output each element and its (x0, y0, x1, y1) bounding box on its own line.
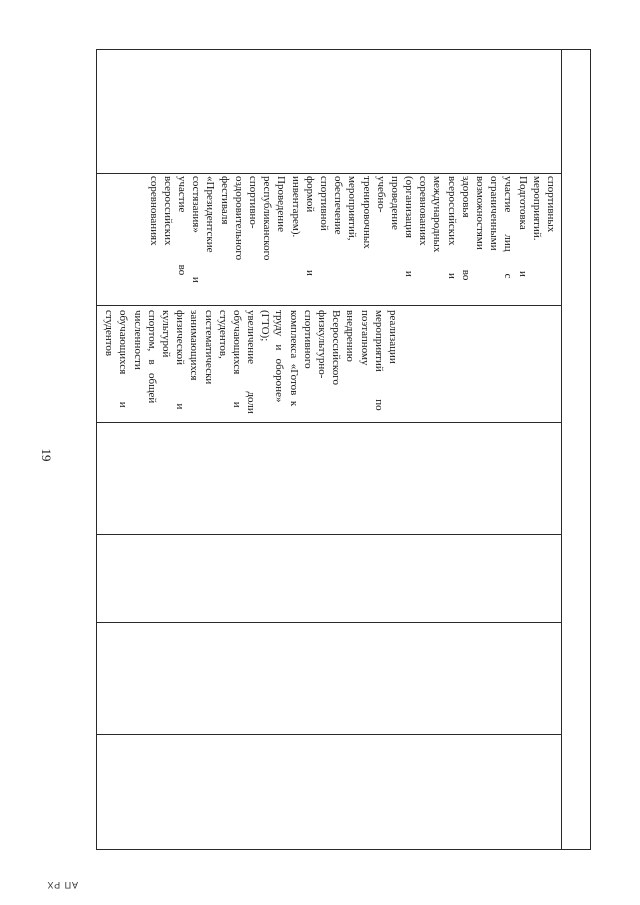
results-line: спортом, в общей (145, 310, 158, 404)
activities-line: инвентарем). (289, 176, 302, 238)
results-line: численности (131, 310, 144, 370)
results-line: реализации (387, 310, 399, 364)
results-line: студентов, (216, 310, 229, 359)
table-divider-col-2 (96, 622, 561, 623)
activities-line: возможностями (474, 176, 487, 250)
table-divider-col-1 (96, 734, 561, 735)
table-border-right (590, 49, 591, 850)
results-line: физкультурно- (316, 310, 329, 379)
activities-line: фестиваля (218, 176, 231, 225)
table-border-bottom (96, 849, 591, 850)
activities-line: обеспечение (332, 176, 345, 235)
activities-line: здоровья во (459, 176, 472, 281)
activities-line: международных (431, 176, 444, 253)
activities-line: проведение (388, 176, 401, 230)
results-line: обучающихся и (117, 310, 130, 408)
results-line: занимающихся (188, 310, 201, 381)
results-line: физической и (174, 310, 187, 410)
results-line: обучающихся и (230, 310, 243, 408)
footer-mark: АП РХ (46, 880, 78, 890)
table-divider-col-6 (96, 173, 561, 174)
results-line: студентов (103, 310, 116, 357)
activities-line: соревнованиях (417, 176, 430, 246)
results-line: систематически (202, 310, 215, 385)
activities-line: мероприятий, (346, 176, 359, 241)
activities-line: учебно- (374, 176, 387, 213)
results-line: внедрению (344, 310, 357, 362)
results-line: Всероссийского (330, 310, 343, 385)
activities-line: участие лиц с (502, 176, 515, 279)
table-divider-col-5 (96, 305, 561, 306)
activities-line: ограниченными (488, 176, 501, 251)
activities-line: всероссийских (161, 176, 174, 246)
table-divider-col-3 (96, 534, 561, 535)
table-divider-col-4 (96, 422, 561, 423)
activities-line: тренировочных (360, 176, 373, 249)
activities-cell (100, 176, 558, 303)
activities-line: участие во (176, 176, 189, 276)
activities-line: соревнованиях (147, 176, 160, 246)
activities-line: Проведение (275, 176, 288, 232)
results-line: труду и обороне» (273, 310, 286, 403)
activities-line: республиканского (261, 176, 274, 261)
activities-line: Подготовка и (516, 176, 529, 277)
activities-line: состязания» и (190, 176, 203, 283)
activities-line: мероприятий. (530, 176, 543, 241)
results-cell (100, 310, 400, 420)
results-line: спортивного (301, 310, 314, 369)
results-line: культурой (160, 310, 172, 358)
activities-line: спортивно- (247, 176, 260, 229)
table-border-left (96, 49, 97, 850)
results-line: (ГТО); (259, 310, 272, 342)
activities-line: (организация и (403, 176, 416, 277)
activities-line: спортивной (318, 176, 330, 231)
subprogram-title-band (562, 150, 590, 850)
activities-line: всероссийских и (445, 176, 458, 279)
results-line: комплекса «Готов к (287, 310, 300, 407)
results-line: поэтапному (358, 310, 371, 366)
results-line: мероприятий по (372, 310, 385, 411)
activities-line: «Президентские (204, 176, 217, 253)
activities-line: формой и (303, 176, 316, 276)
page-number: 19 (39, 448, 54, 462)
table-border-top (96, 49, 591, 50)
results-line: увеличение доли (245, 310, 258, 414)
activities-line: спортивных (545, 176, 557, 233)
activities-line: оздоровительного (232, 176, 245, 261)
